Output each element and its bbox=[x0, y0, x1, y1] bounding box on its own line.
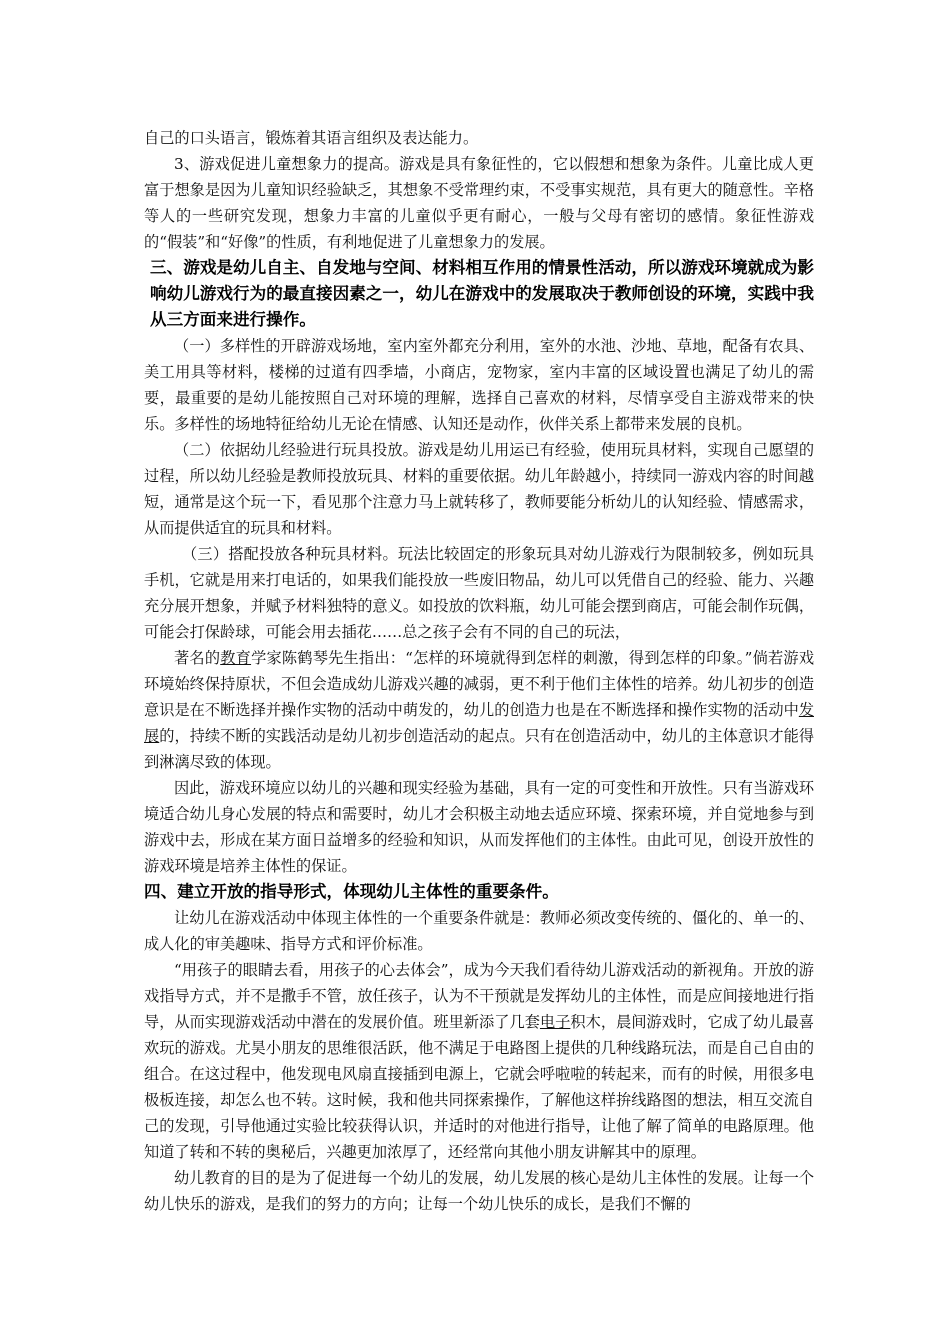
inline-link[interactable]: 电子 bbox=[539, 1013, 571, 1031]
paragraph: （二）依据幼儿经验进行玩具投放。游戏是幼儿用运已有经验，使用玩具材料，实现自己愿望的过程，所以幼儿经验是教师投放玩具、材料的重要依据。幼儿年龄越小，持续同一游戏内容的时间越短，通常是这个玩一下，看见那个注意力马上就转移了，教师要能分析幼儿的认知经验、情感需求，从而提供适宜的玩具和材料。 bbox=[144, 441, 814, 537]
paragraph: 因此，游戏环境应以幼儿的兴趣和现实经验为基础，具有一定的可变性和开放性。只有当游戏环境适合幼儿身心发展的特点和需要时，幼儿才会积极主动地去适应环境、探索环境，并自觉地参与到游戏中去，形成在某方面日益增多的经验和知识，从而发挥他们的主体性。由此可见，创设开放性的游戏环境是培养主体性的保证。 bbox=[144, 779, 814, 875]
paragraph-text: 著名的 bbox=[174, 649, 221, 667]
section-heading: 三、游戏是幼儿自主、自发地与空间、材料相互作用的情景性活动，所以游戏环境就成为影响幼儿游戏行为的最直接因素之一，幼儿在游戏中的发展取决于教师创设的环境，实践中我从三方面来进行操作。 bbox=[150, 258, 814, 329]
paragraph bbox=[144, 957, 814, 1165]
section-heading: 四、建立开放的指导形式，体现幼儿主体性的重要条件。 bbox=[144, 882, 559, 901]
paragraph: （三）搭配投放各种玩具材料。玩法比较固定的形象玩具对幼儿游戏行为限制较多，例如玩具手机，它就是用来打电话的，如果我们能投放一些废旧物品，幼儿可以凭借自己的经验、能力、兴趣充分展开想象，并赋予材料独特的意义。如投放的饮料瓶，幼儿可能会摆到商店，可能会制作玩偶，可能会打保龄球，可能会用去插花……总之孩子会有不同的自己的玩法， bbox=[144, 545, 814, 641]
paragraph-text: 的，持续不断的实践活动是幼儿初步创造活动的起点。只有在创造活动中，幼儿的主体意识才能得到淋漓尽致的体现。 bbox=[144, 727, 815, 771]
paragraph bbox=[144, 645, 814, 775]
paragraph-text: 积木，晨间游戏时，它成了幼儿最喜欢玩的游戏。尤昊小朋友的思维很活跃，他不满足于电路图上提供的几种线路玩法，而是自己自由的组合。在这过程中，他发现电风扇直接插到电源上，它就会呼啦啦的转起来，而有的时候，用很多电极板连接，却怎么也不转。这时候，我和他共同探索操作，了解他这样拚线路图的想法，相互交流自己的发现，引导他通过实验比较获得认识，并适时的对他进行指导，让他了解了简单的电路原理。他知道了转和不转的奥秘后，兴趣更加浓厚了，还经常向其他小朋友讲解其中的原理。 bbox=[144, 1013, 815, 1161]
paragraph: 3、游戏促进儿童想象力的提高。游戏是具有象征性的，它以假想和想象为条件。儿童比成人更富于想象是因为儿童知识经验缺乏，其想象不受常理约束，不受事实规范，具有更大的随意性。辛格等人的一些研究发现，想象力丰富的儿童似乎更有耐心，一般与父母有密切的感情。象征性游戏的“假装”和“好像”的性质，有利地促进了儿童想象力的发展。 bbox=[144, 155, 814, 251]
paragraph-text: “用孩子的眼睛去看，用孩子的心去体会”，成为今天我们看待幼儿游戏活动的新视角。开放的游戏指导方式，并不是撒手不管，放任孩子，认为不干预就是发挥幼儿的主体性，而是应间接地进行指导，从而实现游戏活动中潜在的发展价值。班里新添了几套 bbox=[144, 961, 814, 1031]
paragraph: 让幼儿在游戏活动中体现主体性的一个重要条件就是：教师必须改变传统的、僵化的、单一的、成人化的审美趣味、指导方式和评价标准。 bbox=[144, 909, 814, 953]
paragraph-text: 学家陈鹤琴先生指出：“怎样的环境就得到怎样的刺激，得到怎样的印象。”倘若游戏环境始终保持原状，不但会造成幼儿游戏兴趣的减弱，更不利于他们主体性的培养。幼儿初步的创造意识是在不断选择并操作实物的活动中萌发的，幼儿的创造力也是在不断选择和操作实物的活动中 bbox=[144, 649, 815, 719]
document-body bbox=[144, 125, 814, 1217]
paragraph: 自己的口头语言，锻炼着其语言组织及表达能力。 bbox=[144, 129, 479, 147]
inline-link[interactable]: 发展 bbox=[144, 701, 814, 745]
inline-link[interactable]: 教育 bbox=[220, 649, 252, 667]
paragraph: 幼儿教育的目的是为了促进每一个幼儿的发展，幼儿发展的核心是幼儿主体性的发展。让每一个幼儿快乐的游戏，是我们的努力的方向；让每一个幼儿快乐的成长，是我们不懈的 bbox=[144, 1169, 814, 1213]
paragraph: （一）多样性的开辟游戏场地，室内室外都充分利用，室外的水池、沙地、草地，配备有农具、美工用具等材料，楼梯的过道有四季墙，小商店，宠物家，室内丰富的区域设置也满足了幼儿的需要，最重要的是幼儿能按照自己对环境的理解，选择自己喜欢的材料，尽情享受自主游戏带来的快乐。多样性的场地特征给幼儿无论在情感、认知还是动作，伙伴关系上都带来发展的良机。 bbox=[144, 337, 814, 433]
